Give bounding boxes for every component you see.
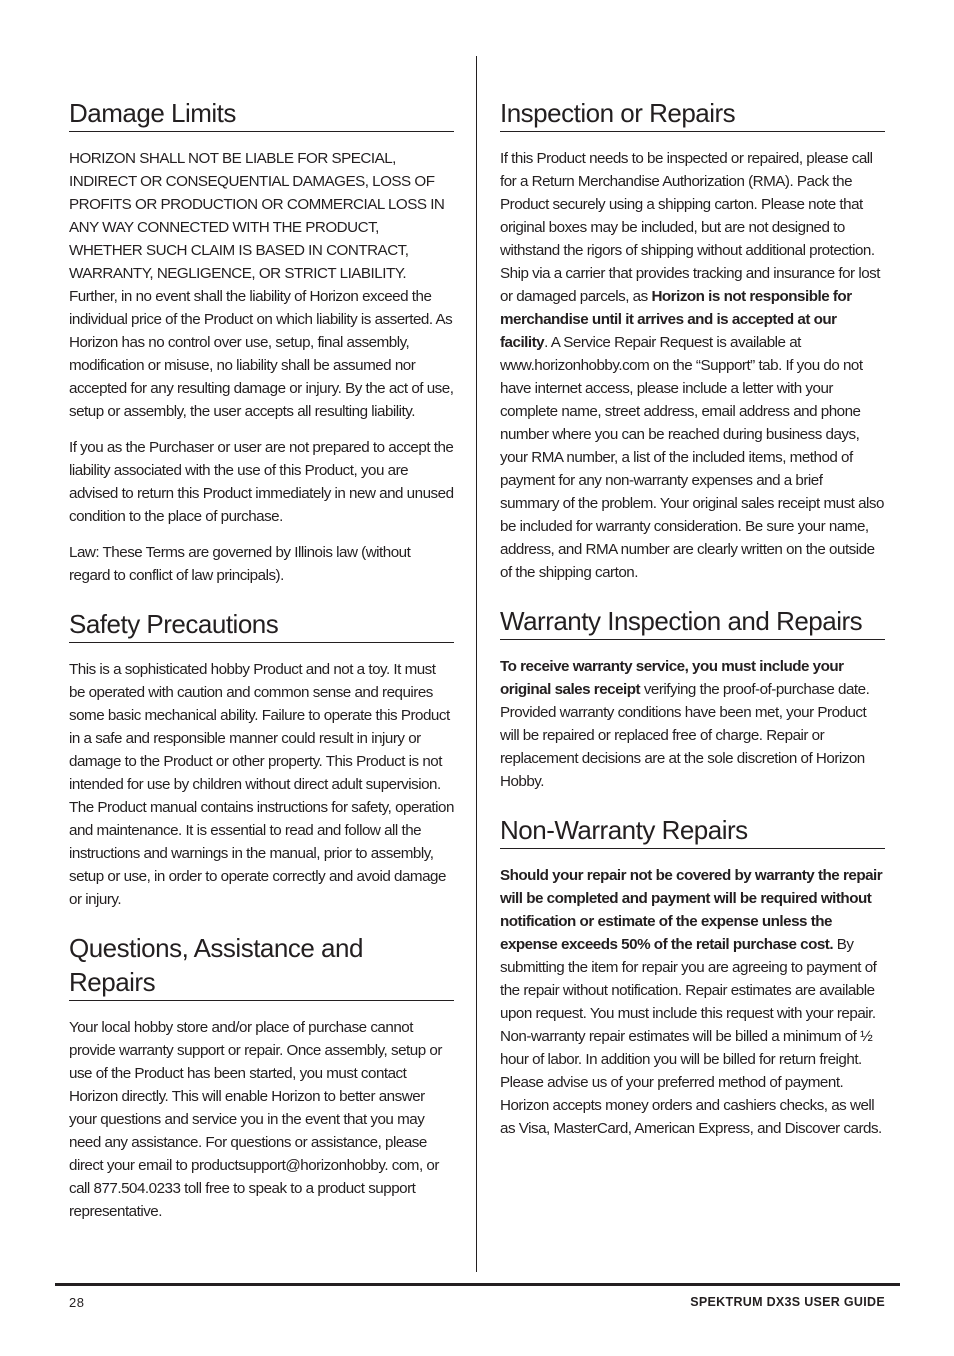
bold-text: Should your repair not be covered by warranty the repair will be completed and payment will be required without notification or estimate of the expense unless the expense exceeds 50% of the retail purchase cost. — [500, 867, 883, 953]
text-run: . A Service Repair Request is available at www.horizonhobby.com on the “Support” tab. If you do not have internet access, please include a letter with your complete name, street address, email address and phone number where you can be reached during business days, your RMA number, a list of the included items, method of payment for any non-warranty expenses and a brief summary of the problem. Your original sales receipt must also be included for warranty consideration. Be sure your name, address, and RMA number are clearly written on the outside of the shipping carton. — [500, 334, 884, 581]
text-run: By submitting the item for repair you are agreeing to payment of the repair without notification. Repair estimates are available upon request. You must include this request with your repair. Non-warranty repair estimates will be billed a minimum of ½ hour of labor. In addition you will be billed for return freight. Please advise us of your preferred method of payment. Horizon accepts money orders and cashiers checks, as well as Visa, MasterCard, American Express, and Discover cards. — [500, 936, 882, 1137]
section-heading: Non-Warranty Repairs — [500, 813, 885, 849]
paragraph: HORIZON SHALL NOT BE LIABLE FOR SPECIAL, INDIRECT OR CONSEQUENTIAL DAMAGES, LOSS OF PROFITS OR PRODUCTION OR COMMERCIAL LOSS IN ANY WAY CONNECTED WITH THE PRODUCT, WHETHER SUCH CLAIM IS BASED IN CONTRACT, WARRANTY, NEGLIGENCE, OR STRICT LIABILITY. Further, in no event shall the liability of Horizon exceed the individual price of the Product on which liability is asserted. As Horizon has no control over use, setup, final assembly, modification or misuse, no liability shall be assumed nor accepted for any resulting damage or injury. By the act of use, setup or assembly, the user accepts all resulting liability. — [69, 150, 454, 420]
section-heading: Warranty Inspection and Repairs — [500, 604, 885, 640]
warranty-section — [500, 604, 885, 793]
left-column — [69, 96, 454, 1243]
footer-rule — [55, 1283, 900, 1286]
paragraph: If you as the Purchaser or user are not prepared to accept the liability associated with the use of this Product, you are advised to return this Product immediately in new and unused condition to the place of purchase. — [69, 439, 454, 525]
column-divider — [476, 56, 477, 1272]
paragraph: Law: These Terms are governed by Illinois law (without regard to conflict of law principals). — [69, 544, 411, 584]
bold-text: Horizon is not responsible for merchandise until it arrives and is accepted at our facility — [500, 288, 852, 351]
text-run: verifying the proof-of-purchase date. Provided warranty conditions have been met, your Product will be repaired or replaced free of charge. Repair or replacement decisions are at the sole discretion of Horizon Hobby. — [500, 681, 870, 790]
section-heading: Inspection or Repairs — [500, 96, 885, 132]
safety-precautions-section — [69, 607, 454, 911]
right-column — [500, 96, 885, 1160]
paragraph — [500, 655, 885, 793]
guide-title: SPEKTRUM DX3S USER GUIDE — [690, 1295, 885, 1309]
paragraph — [500, 147, 885, 584]
paragraph: This is a sophisticated hobby Product and not a toy. It must be operated with caution and common sense and requires some basic mechanical ability. Failure to operate this Product in a safe and responsible manner could result in injury or damage to the Product or other property. This Product is not intended for use by children without direct adult supervision. The Product manual contains instructions for safety, operation and maintenance. It is essential to read and follow all the instructions and warnings in the manual, prior to assembly, setup or use, in order to operate correctly and avoid damage or injury. — [69, 661, 454, 908]
paragraph — [500, 864, 885, 1140]
inspection-section — [500, 96, 885, 584]
paragraph: Your local hobby store and/or place of purchase cannot provide warranty support or repair. Once assembly, setup or use of the Product has been started, you must contact Horizon directly. This will enable Horizon to better answer your questions and service you in the event that you may need any assistance. For questions or assistance, please direct your email to productsupport@horizonhobby. com, or call 877.504.0233 toll free to speak to a product support representative. — [69, 1019, 442, 1220]
section-heading: Questions, Assistance and Repairs — [69, 931, 454, 1001]
text-run: If this Product needs to be inspected or repaired, please call for a Return Merchandise Authorization (RMA). Pack the Product securely using a shipping carton. Please note that original boxes may be included, but are not designed to withstand the rigors of shipping without additional protection. Ship via a carrier that provides tracking and insurance for lost or damaged parcels, as — [500, 150, 880, 305]
non-warranty-section — [500, 813, 885, 1140]
section-heading: Damage Limits — [69, 96, 454, 132]
damage-limits-section — [69, 96, 454, 587]
page-number: 28 — [69, 1295, 85, 1310]
questions-section — [69, 931, 454, 1223]
bold-text: To receive warranty service, you must include your original sales receipt — [500, 658, 844, 698]
section-heading: Safety Precautions — [69, 607, 454, 643]
